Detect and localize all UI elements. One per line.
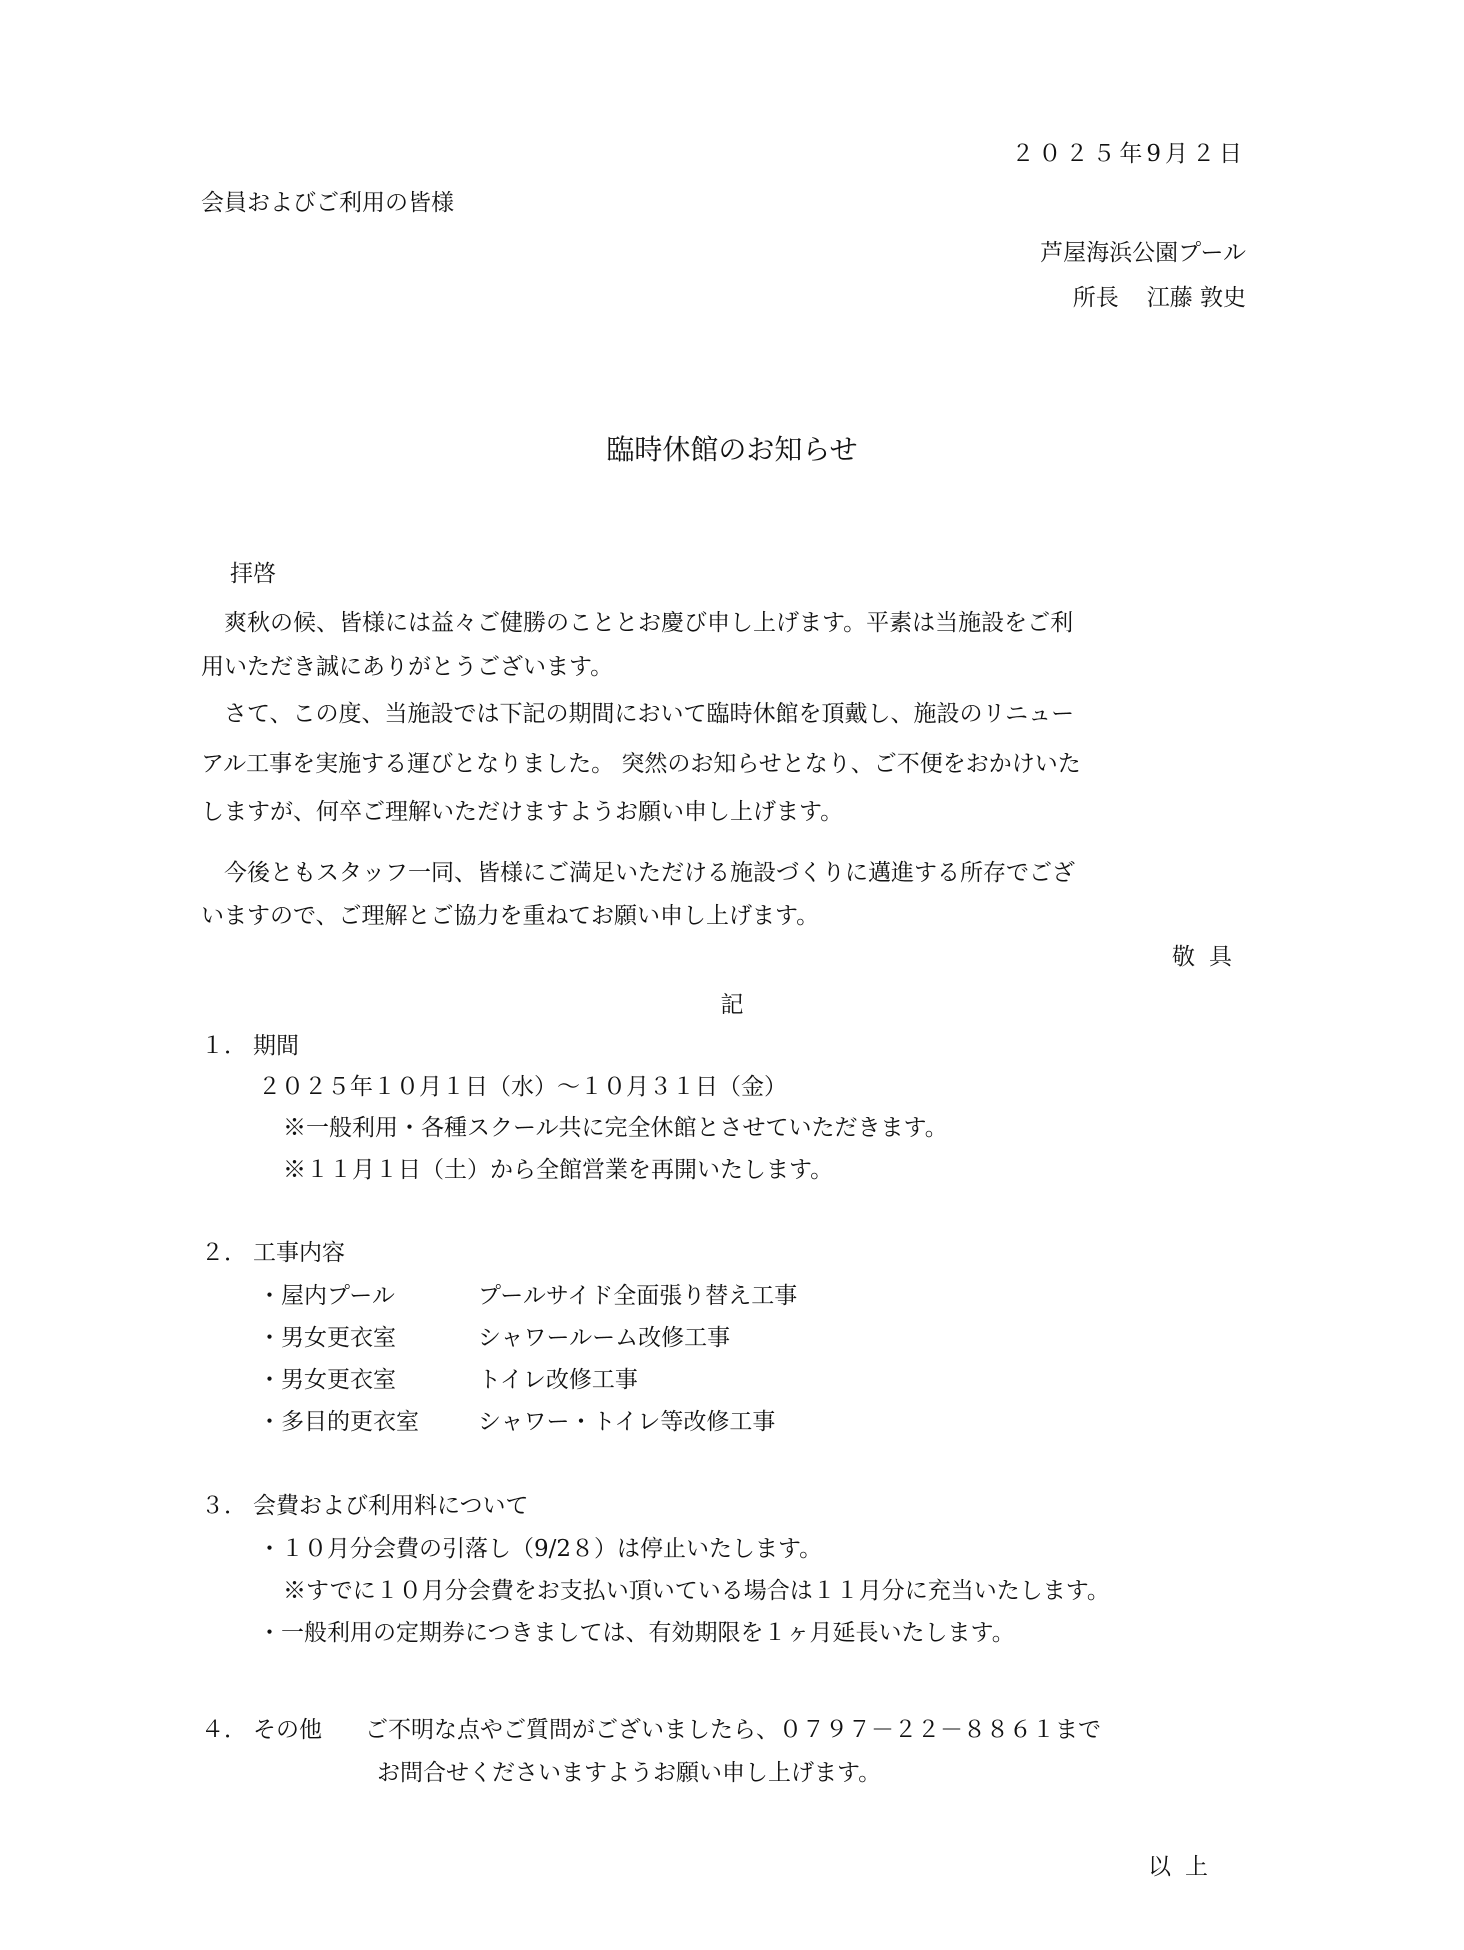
section-2-title: 工事内容	[253, 1240, 345, 1266]
body-paragraph-2-line-1: さて、この度、当施設では下記の期間において臨時休館を頂戴し、施設のリニュー	[201, 701, 1075, 727]
section-3-heading	[201, 1495, 529, 1518]
section-3-number: ３．	[201, 1493, 247, 1519]
work-item	[258, 1411, 775, 1434]
section-3-title: 会費および利用料について	[253, 1493, 529, 1519]
body-paragraph-2-line-2: アル工事を実施する運びとなりました。 突然のお知らせとなり、ご不便をおかけいた	[201, 751, 1081, 777]
work-item-description: プールサイド全面張り替え工事	[478, 1283, 798, 1309]
greeting: 拝啓	[230, 561, 276, 587]
section-4-heading	[201, 1719, 1101, 1742]
director-name: 江藤 敦史	[1146, 285, 1246, 311]
section-4-title: その他	[253, 1717, 322, 1743]
body-paragraph-1-line-2: 用いただき誠にありがとうございます。	[201, 654, 614, 680]
work-item	[258, 1327, 730, 1350]
work-item	[258, 1369, 638, 1392]
section-1-title: 期間	[253, 1033, 299, 1059]
closure-period: ２０２５年１０月１日（水）～１０月３１日（金）	[258, 1074, 787, 1100]
recipient: 会員およびご利用の皆様	[201, 190, 454, 216]
ki-heading: 記	[720, 992, 744, 1018]
work-item-description: シャワールーム改修工事	[478, 1325, 731, 1351]
closure-note-2: ※１１月１日（土）から全館営業を再開いたします。	[283, 1157, 834, 1183]
body-paragraph-1-line-1: 爽秋の候、皆様には益々ご健勝のこととお慶び申し上げます。平素は当施設をご利	[201, 610, 1074, 636]
work-item-description: トイレ改修工事	[478, 1367, 638, 1393]
contact-text: ご不明な点やご質問がございましたら、０７９７－２２－８８６１まで	[365, 1717, 1101, 1743]
closing-keigu: 敬具	[1172, 944, 1246, 970]
section-2-heading	[201, 1242, 345, 1265]
fee-item-2: ・一般利用の定期券につきましては、有効期限を１ヶ月延長いたします。	[258, 1620, 1015, 1646]
body-paragraph-2-line-3: しますが、何卒ご理解いただけますようお願い申し上げます。	[201, 799, 844, 825]
body-paragraph-3-line-1: 今後ともスタッフ一同、皆様にご満足いただける施設づくりに邁進する所存でござ	[201, 860, 1075, 886]
work-item-place: ・多目的更衣室	[258, 1409, 419, 1435]
work-item-description: シャワー・トイレ等改修工事	[478, 1409, 776, 1435]
closing-ijou: 以上	[1148, 1854, 1222, 1880]
work-item-place: ・男女更衣室	[258, 1367, 396, 1393]
director-signature	[1073, 287, 1246, 310]
work-item	[258, 1285, 797, 1308]
director-title: 所長	[1072, 285, 1119, 311]
page-title: 臨時休館のお知らせ	[606, 433, 858, 466]
body-paragraph-3-line-2: いますので、ご理解とご協力を重ねてお願い申し上げます。	[201, 903, 820, 929]
fee-note: ※すでに１０月分会費をお支払い頂いている場合は１１月分に充当いたします。	[283, 1578, 1110, 1604]
closure-note-1: ※一般利用・各種スクール共に完全休館とさせていただきます。	[283, 1115, 948, 1141]
work-item-place: ・男女更衣室	[258, 1325, 396, 1351]
organization-name: 芦屋海浜公園プール	[1040, 240, 1246, 266]
section-2-number: ２．	[201, 1240, 247, 1266]
fee-item-1: ・１０月分会費の引落し（9/2８）は停止いたします。	[258, 1536, 823, 1562]
contact-text-2: お問合せくださいますようお願い申し上げます。	[377, 1760, 882, 1786]
document-date: ２０２５年9月２日	[1011, 141, 1246, 167]
work-item-place: ・屋内プール	[258, 1283, 395, 1309]
section-4-number: ４．	[201, 1717, 247, 1743]
section-1-heading	[201, 1035, 299, 1058]
section-1-number: １．	[201, 1033, 247, 1059]
